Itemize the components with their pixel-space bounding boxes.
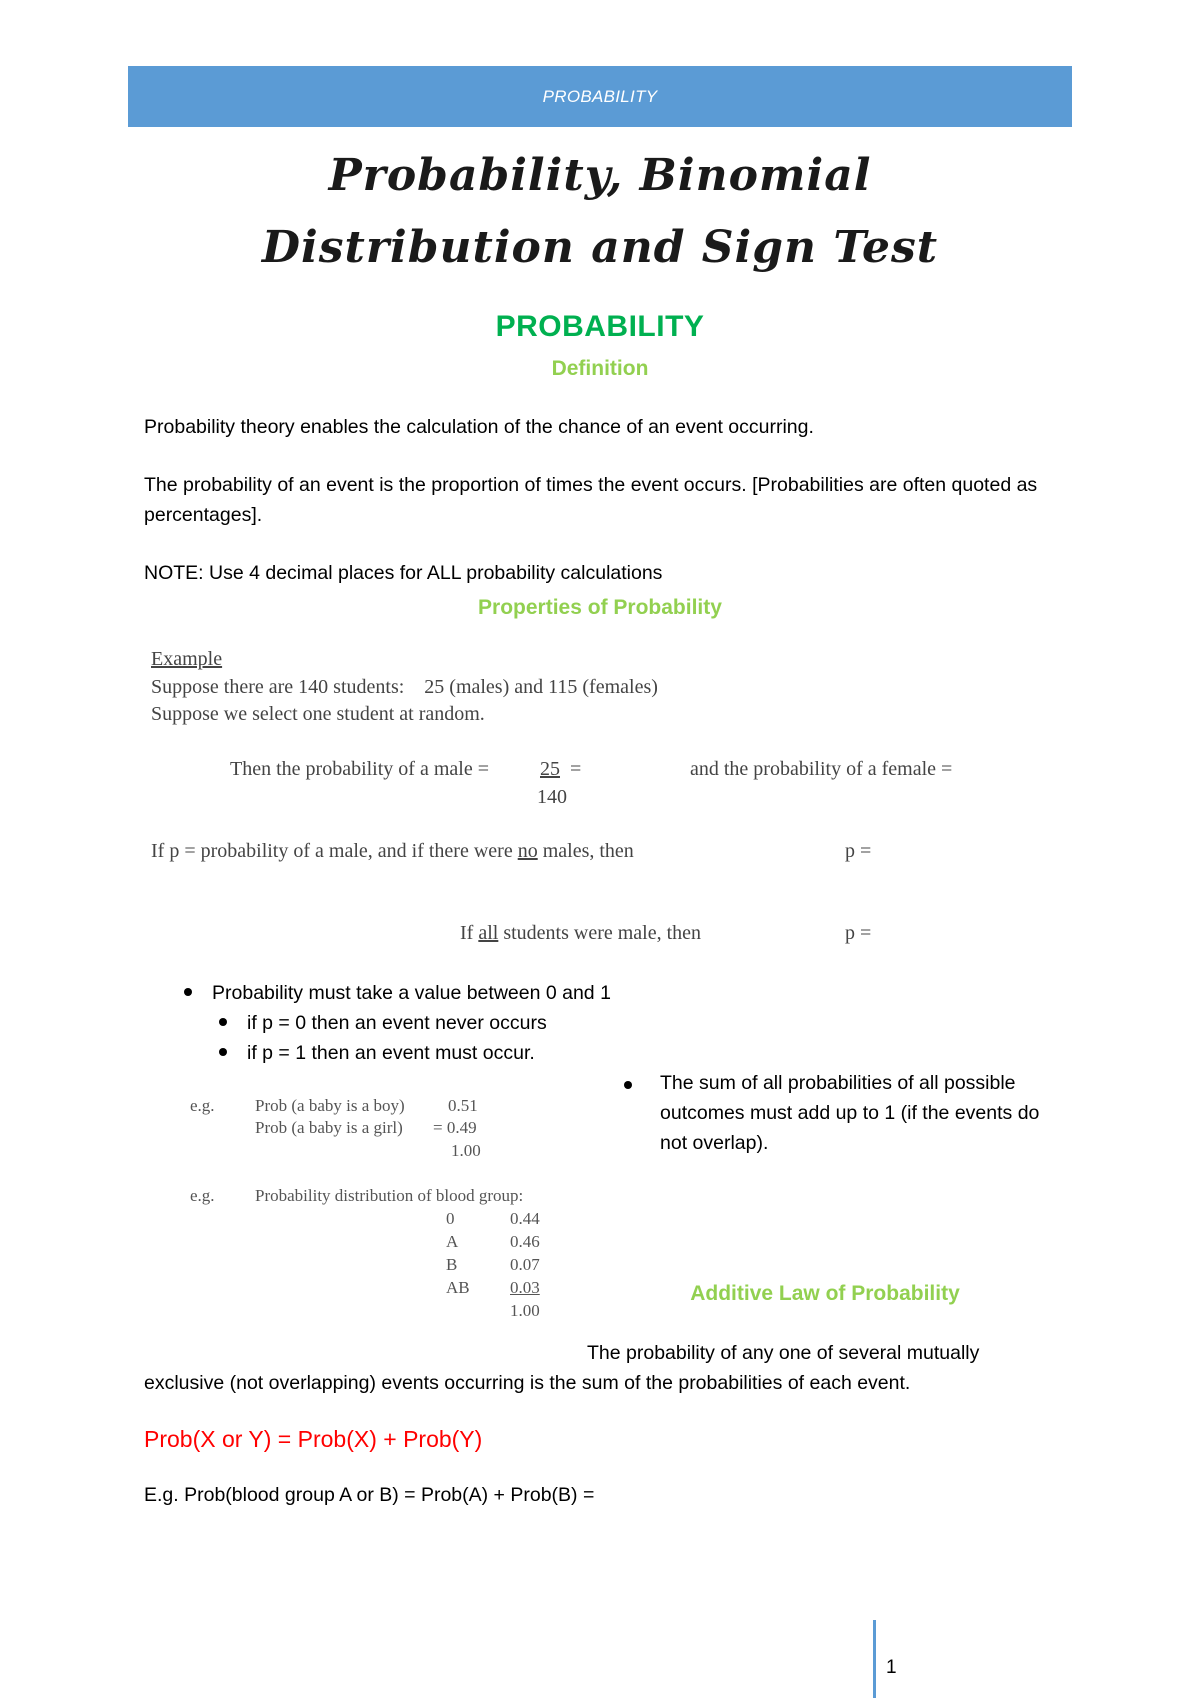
additive-text-1: The probability of any one of several mutually [587,1342,980,1364]
example-male-probability: Then the probability of a male = [230,758,489,780]
paragraph-definition: Probability theory enables the calculation of the chance of an event occurring. [144,416,814,438]
bullet-sum [624,1068,1054,1158]
bullet-p-one [219,1038,535,1068]
document-title-line-1: Probability, Binomial [328,150,872,201]
document-title-line-2: Distribution and Sign Test [261,222,939,273]
page-number-rule [873,1620,876,1698]
example-all-males [460,922,701,945]
fraction-denominator: 140 [537,786,567,808]
paragraph-proportion: The probability of an event is the proportion of times the event occurs. [Probabilities are often quoted as percentages]. [144,474,1038,526]
example-line-students: Suppose there are 140 students: 25 (males) and 115 (females) [151,676,658,698]
example-blood-group-a-or-b: E.g. Prob(blood group A or B) = Prob(A) + Prob(B) = [144,1484,595,1506]
all-males-emphasis: all [478,922,499,944]
blood-group-0: 0 [446,1209,455,1228]
all-males-post: students were male, then [498,922,702,944]
bullet-dot-icon [219,1018,227,1026]
blood-group-ab: AB [446,1278,470,1297]
properties-heading: Properties of Probability [478,596,722,619]
blood-value-ab: 0.03 [510,1278,540,1297]
additive-text-2: exclusive (not overlapping) events occurring is the sum of the probabilities of each event. [144,1372,911,1394]
blood-total: 1.00 [510,1301,540,1320]
bullet-dot-icon [184,988,192,996]
eg-baby-boy: Prob (a baby is a boy) [255,1096,405,1115]
definition-heading: Definition [551,357,649,380]
eg-baby-total: 1.00 [451,1141,481,1160]
blood-value-0: 0.44 [510,1209,540,1228]
example-female-probability: and the probability of a female = [690,758,953,780]
section-heading: PROBABILITY [495,310,705,343]
paragraph-additive-law [144,1338,1044,1398]
eg-blood-label: e.g. [190,1186,215,1205]
eg-baby-label: e.g. [190,1096,215,1115]
bullet-p-zero [219,1008,547,1038]
additive-law-heading: Additive Law of Probability [690,1282,960,1305]
eg-baby-girl: Prob (a baby is a girl) [255,1118,403,1137]
bullet-p-one-text: if p = 1 then an event must occur. [247,1042,535,1064]
p-equals-no-males: p = [845,840,872,862]
all-males-pre: If [460,922,479,944]
bullet-dot-icon [219,1048,227,1056]
bullet-sum-text: The sum of all probabilities of all possible outcomes must add up to 1 (if the events do not overlap). [660,1072,1040,1154]
blood-value-b: 0.07 [510,1255,540,1274]
fraction-numerator: 25 [540,758,560,780]
bullet-range [184,978,611,1008]
bullet-p-zero-text: if p = 0 then an event never occurs [247,1012,547,1034]
blood-group-b: B [446,1255,458,1274]
example-heading: Example [151,648,223,670]
p-equals-all-males: p = [845,922,872,944]
additive-formula: Prob(X or Y) = Prob(X) + Prob(Y) [144,1426,483,1452]
example-line-select: Suppose we select one student at random. [151,703,485,725]
eg-baby-boy-value: 0.51 [448,1096,478,1115]
eg-baby-girl-value: = 0.49 [433,1118,477,1137]
bullet-range-text: Probability must take a value between 0 and 1 [212,982,611,1004]
eg-blood-title: Probability distribution of blood group: [255,1186,524,1205]
header-label: PROBABILITY [542,86,658,106]
no-males-post: males, then [537,840,634,862]
running-header [128,66,1072,127]
page-number: 1 [886,1657,897,1678]
example-no-males [151,840,634,863]
no-males-pre: If p = probability of a male, and if there were [151,840,518,862]
blood-group-a: A [446,1232,459,1251]
paragraph-note: NOTE: Use 4 decimal places for ALL probability calculations [144,562,663,584]
no-males-emphasis: no [517,840,538,862]
fraction-equals: = [570,758,582,780]
bullet-dot-icon [624,1081,632,1089]
blood-value-a: 0.46 [510,1232,540,1251]
